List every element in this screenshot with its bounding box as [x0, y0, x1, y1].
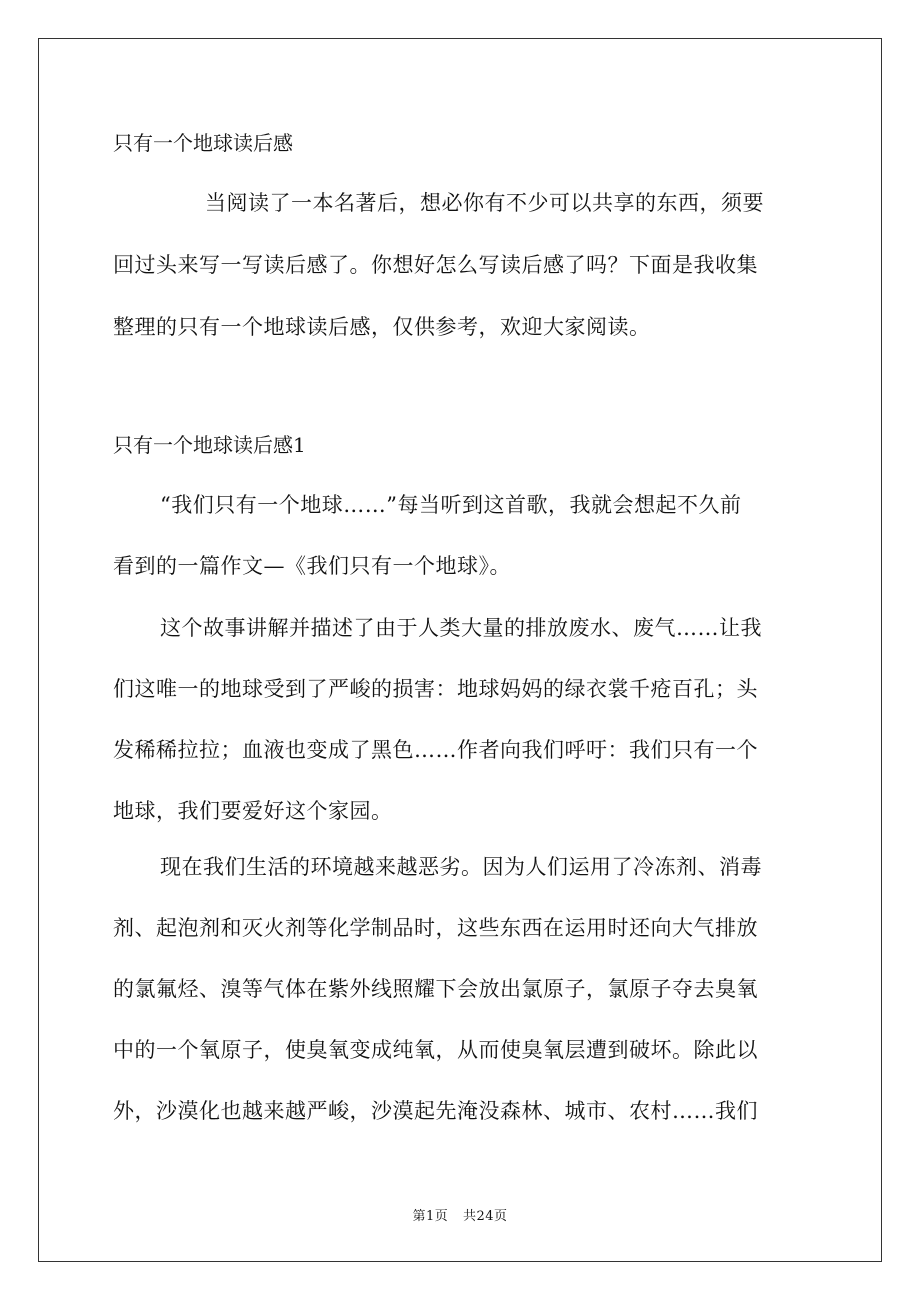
page-number: 第1页: [412, 1209, 449, 1224]
intro-line: 当阅读了一本名著后，想必你有不少可以共享的东西，须要: [205, 191, 764, 215]
body-line: 中的一个氧原子，使臭氧变成纯氧，从而使臭氧层遭到破坏。除此以: [113, 1038, 758, 1062]
page-footer: [0, 1205, 920, 1224]
page-border: [38, 38, 882, 1262]
intro-line: 回过头来写一写读后感了。你想好怎么写读后感了吗？下面是我收集: [113, 253, 758, 277]
body-line: 们这唯一的地球受到了严峻的损害：地球妈妈的绿衣裳千疮百孔；头: [113, 677, 758, 701]
section-heading: 只有一个地球读后感1: [113, 433, 306, 457]
body-line: 这个故事讲解并描述了由于人类大量的排放废水、废气……让我: [160, 616, 762, 640]
body-line: 剂、起泡剂和灭火剂等化学制品时，这些东西在运用时还向大气排放: [113, 916, 758, 940]
body-line: 现在我们生活的环境越来越恶劣。因为人们运用了冷冻剂、消毒: [160, 855, 762, 879]
page-total: 共24页: [462, 1209, 508, 1224]
body-line: 的氯氟烃、溴等气体在紫外线照耀下会放出氯原子，氯原子夺去臭氧: [113, 977, 758, 1001]
document-title: 只有一个地球读后感: [113, 131, 293, 155]
body-line: 看到的一篇作文—《我们只有一个地球》。: [113, 554, 511, 578]
body-line: 发稀稀拉拉；血液也变成了黑色……作者向我们呼吁：我们只有一个: [113, 738, 758, 762]
body-line: “我们只有一个地球……”每当听到这首歌，我就会想起不久前: [160, 493, 742, 517]
body-line: 外，沙漠化也越来越严峻，沙漠起先淹没森林、城市、农村……我们: [113, 1099, 758, 1123]
intro-line: 整理的只有一个地球读后感，仅供参考，欢迎大家阅读。: [113, 315, 651, 339]
body-line: 地球，我们要爱好这个家园。: [113, 799, 393, 823]
